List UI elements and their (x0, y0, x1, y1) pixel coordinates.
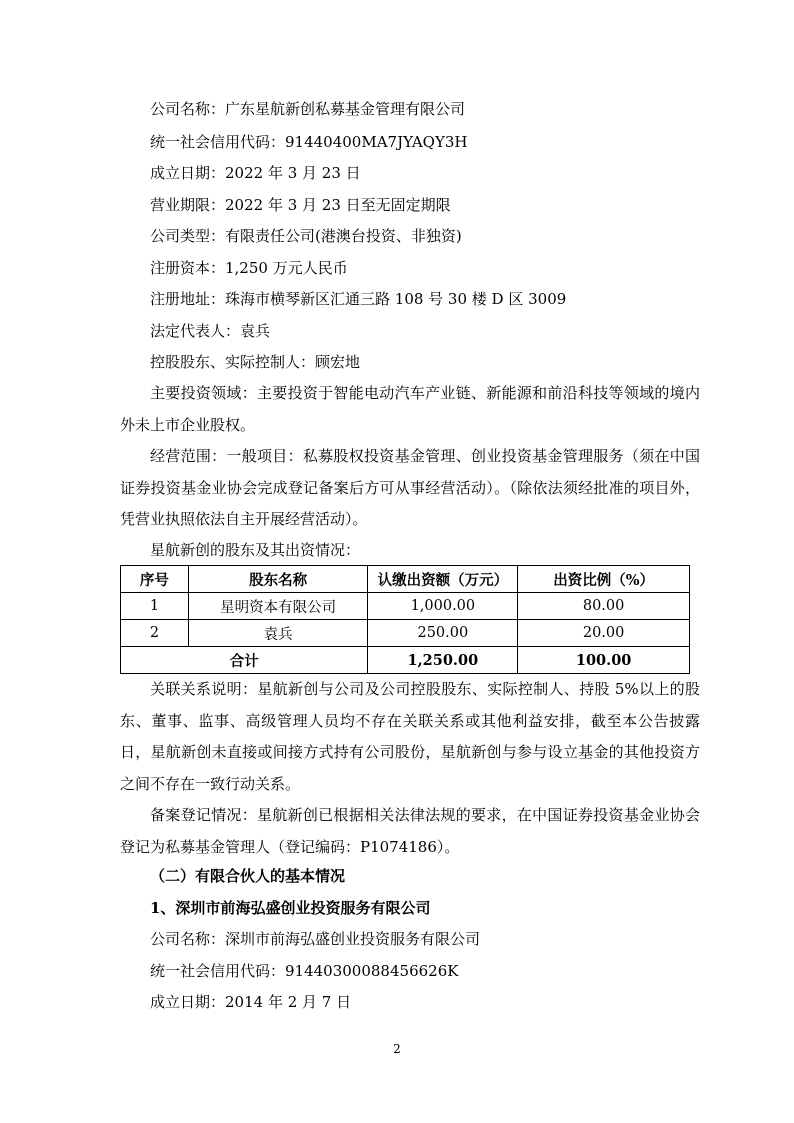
cell-index: 2 (121, 620, 189, 647)
relation-note: 关联关系说明：星航新创与公司及公司控股股东、实际控制人、持股 5%以上的股东、董事、监事、高级管理人员均不存在关联关系或其他利益安排，截至本公告披露日，星航新创未直接或间接方式持有公司股份，星航新创与参与设立基金的其他投资方之间不存在一致行动关系。 (120, 680, 700, 793)
lp1-established-date: 成立日期：2014 年 2 月 7 日 (150, 993, 352, 1011)
cell-shareholder-name: 袁兵 (188, 620, 368, 647)
table-total-row (121, 647, 690, 674)
header-share-ratio: 出资比例（%） (518, 566, 690, 593)
filing-note: 备案登记情况：星航新创已根据相关法律法规的要求，在中国证券投资基金业协会登记为私募基金管理人（登记编码：P1074186）。 (120, 806, 700, 856)
header-subscribed-capital: 认缴出资额（万元） (368, 566, 518, 593)
header-shareholder-name: 股东名称 (188, 566, 368, 593)
cell-subscribed-capital: 1,000.00 (368, 593, 518, 620)
cell-share-ratio: 20.00 (518, 620, 690, 647)
table-row (121, 593, 690, 620)
total-share-ratio: 100.00 (518, 647, 690, 674)
section-heading-limited-partners: （二）有限合伙人的基本情况 (150, 867, 346, 885)
cell-share-ratio: 80.00 (518, 593, 690, 620)
gp-business-scope: 经营范围：一般项目：私募股权投资基金管理、创业投资基金管理服务（须在中国证券投资基金业协会完成登记备案后方可从事经营活动）。（除依法须经批准的项目外，凭营业执照依法自主开展经营活动）。 (120, 447, 700, 528)
total-label: 合计 (121, 647, 368, 674)
lp1-heading: 1、深圳市前海弘盛创业投资服务有限公司 (150, 899, 431, 917)
cell-shareholder-name: 星明资本有限公司 (188, 593, 368, 620)
gp-controller: 控股股东、实际控制人：顾宏地 (150, 353, 361, 371)
page-number: 2 (393, 1042, 401, 1056)
header-index: 序号 (121, 566, 189, 593)
gp-legal-representative: 法定代表人：袁兵 (150, 322, 271, 340)
gp-credit-code: 统一社会信用代码：91440400MA7JYAQY3H (150, 133, 468, 151)
gp-established-date: 成立日期：2022 年 3 月 23 日 (150, 164, 361, 182)
lp1-company-name: 公司名称：深圳市前海弘盛创业投资服务有限公司 (150, 930, 481, 948)
lp1-credit-code: 统一社会信用代码：91440300088456626K (150, 962, 459, 980)
gp-business-term: 营业期限：2022 年 3 月 23 日至无固定期限 (150, 196, 451, 214)
cell-index: 1 (121, 593, 189, 620)
gp-investment-field: 主要投资领域：主要投资于智能电动汽车产业链、新能源和前沿科技等领域的境内外未上市企业股权。 (120, 384, 700, 434)
gp-registered-address: 注册地址：珠海市横琴新区汇通三路 108 号 30 楼 D 区 3009 (150, 290, 567, 308)
gp-registered-capital: 注册资本：1,250 万元人民币 (150, 259, 348, 277)
table-row (121, 620, 690, 647)
gp-company-type: 公司类型：有限责任公司(港澳台投资、非独资) (150, 227, 462, 245)
table-header-row (121, 566, 690, 593)
shareholder-table (120, 565, 690, 674)
shareholders-intro: 星航新创的股东及其出资情况： (150, 541, 361, 559)
total-subscribed-capital: 1,250.00 (368, 647, 518, 674)
cell-subscribed-capital: 250.00 (368, 620, 518, 647)
gp-company-name: 公司名称：广东星航新创私募基金管理有限公司 (150, 100, 466, 118)
